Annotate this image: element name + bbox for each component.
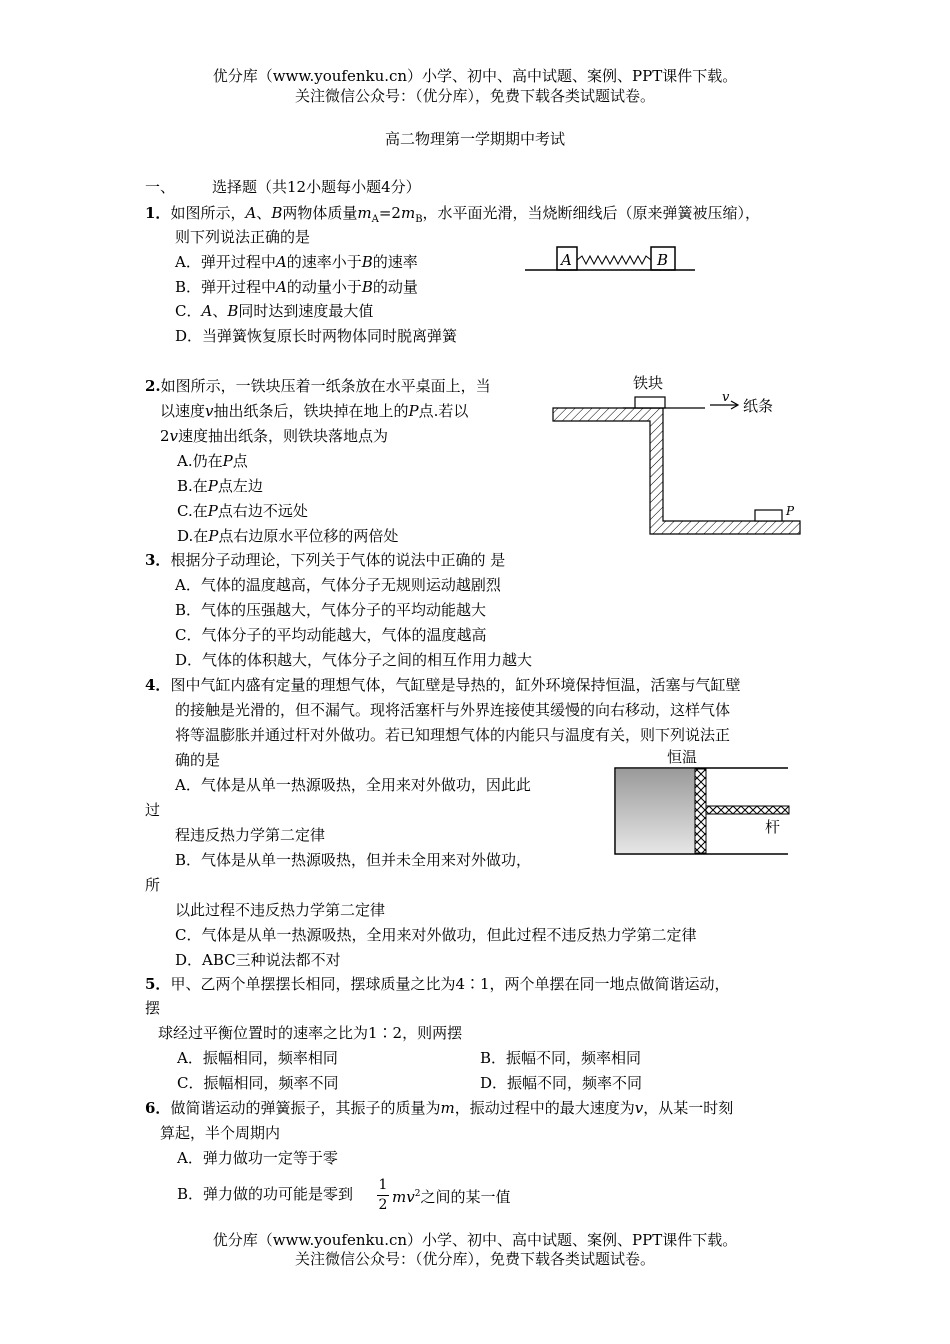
q4-option-a-wrap: 过 <box>145 801 161 819</box>
q1-option-b: B．弹开过程中A的动量小于B的动量 <box>175 278 418 296</box>
footer-line-2: 关注微信公众号：（优分库），免费下载各类试题试卷。 <box>294 1250 655 1268</box>
q1-option-d: D．当弹簧恢复原长时两物体同时脱离弹簧 <box>175 327 458 345</box>
q1-option-a: A．弹开过程中A的速率小于B的速率 <box>175 253 418 271</box>
block-a-label: A <box>561 251 572 269</box>
temp-label: 恒温 <box>667 748 698 766</box>
q2-figure <box>545 370 815 540</box>
rod-label: 杆 <box>765 818 781 836</box>
exam-title: 高二物理第一学期期中考试 <box>384 130 565 148</box>
q4-stem-line-4: 确的是 <box>175 751 221 769</box>
q3-option-b: B．气体的压强越大，气体分子的平均动能越大 <box>175 601 487 619</box>
block-b-label: B <box>657 251 669 269</box>
q1-stem: 1．如图所示，A、B两物体质量$m_A=2m_B$，水平面光滑，当烧断细线后（原来弹簧被压缩）， <box>145 204 761 225</box>
q5-stem-line-2: 球经过平衡位置时的速率之比为1∶2，则两摆 <box>158 1024 463 1042</box>
q2-stem-line-1: 2.如图所示，一铁块压着一纸条放在水平桌面上，当 <box>145 377 491 395</box>
q4-option-d: D．ABC三种说法都不对 <box>175 951 341 969</box>
p-label: P <box>786 504 795 518</box>
velocity-label: v <box>722 390 730 405</box>
q4-option-b: B．气体是从单一热源吸热，但并未全用来对外做功， <box>175 851 532 869</box>
gas-region <box>616 769 695 853</box>
q2-stem-line-3: 2v速度抽出纸条，则铁块落地点为 <box>160 427 389 445</box>
q4-stem-line-1: 4．图中气缸内盛有定量的理想气体，气缸壁是导热的，缸外环境保持恒温，活塞与气缸壁 <box>145 676 741 694</box>
q3-option-a: A．气体的温度越高，气体分子无规则运动越剧烈 <box>175 576 501 594</box>
q5-option-b: B．振幅不同，频率相同 <box>480 1049 642 1067</box>
piston-rod <box>706 806 789 814</box>
fraction-half: $\frac{1}{2}$ <box>378 1177 388 1213</box>
section-label: 选择题（共12小题每小题4分） <box>212 178 421 196</box>
q1-option-c: C．A、B同时达到速度最大值 <box>175 302 374 320</box>
spring-icon <box>577 256 651 264</box>
piston <box>695 769 706 853</box>
q2-stem-line-2: 以速度v抽出纸条后，铁块掉在地上的P点.若以 <box>160 402 469 420</box>
q1-stem-line-2: 则下列说法正确的是 <box>175 228 311 246</box>
q4-option-b-wrap: 所 <box>145 876 161 894</box>
q6-stem-line-2: 算起，半个周期内 <box>160 1124 281 1142</box>
q6-option-b: B．弹力做的功可能是零到 <box>177 1185 354 1203</box>
q1-figure <box>520 240 700 280</box>
iron-label: 铁块 <box>633 374 664 392</box>
q5-option-d: D．振幅不同，频率不同 <box>480 1074 643 1092</box>
q3-option-c: C．气体分子的平均动能越大，气体的温度越高 <box>175 626 487 644</box>
q4-stem-line-3: 将等温膨胀并通过杆对外做功。若已知理想气体的内能只与温度有关，则下列说法正 <box>175 726 731 744</box>
q4-option-a: A．气体是从单一热源吸热，全用来对外做功，因此此 <box>175 776 531 794</box>
q6-option-a: A．弹力做功一定等于零 <box>177 1149 338 1167</box>
paper-label: 纸条 <box>743 397 774 415</box>
q4-option-a-cont: 程违反热力学第二定律 <box>175 826 326 844</box>
q2-option-b: B.在P点左边 <box>177 477 263 495</box>
q4-figure <box>605 742 805 860</box>
q4-option-c: C．气体是从单一热源吸热，全用来对外做功，但此过程不违反热力学第二定律 <box>175 926 697 944</box>
q2-option-a: A.仍在P点 <box>177 452 248 470</box>
footer-line-1: 优分库（www.youfenku.cn）小学、初中、高中试题、案例、PPT课件下载。 <box>212 1231 738 1249</box>
q5-stem-line-1: 5．甲、乙两个单摆摆长相同，摆球质量之比为4∶1，两个单摆在同一地点做简谐运动， <box>145 975 730 993</box>
q5-stem-wrap: 摆 <box>145 999 161 1017</box>
q4-stem-line-2: 的接触是光滑的，但不漏气。现将活塞杆与外界连接使其缓慢的向右移动，这样气体 <box>175 701 731 719</box>
landing-block <box>755 510 782 521</box>
header-line-2: 关注微信公众号：（优分库），免费下载各类试题试卷。 <box>294 87 655 105</box>
q2-option-c: C.在P点右边不远处 <box>177 502 308 520</box>
q4-option-b-cont: 以此过程不违反热力学第二定律 <box>175 901 386 919</box>
iron-block <box>635 397 665 408</box>
q3-stem: 3．根据分子动理论，下列关于气体的说法中正确的 是 <box>145 551 506 569</box>
section-number: 一、 <box>145 178 176 196</box>
q2-option-d: D.在P点右边原水平位移的两倍处 <box>177 527 399 545</box>
q3-option-d: D．气体的体积越大，气体分子之间的相互作用力越大 <box>175 651 533 669</box>
q6-stem-line-1: 6．做简谐运动的弹簧振子，其振子的质量为m，振动过程中的最大速度为v，从某一时刻 <box>145 1099 734 1117</box>
q5-option-a: A．振幅相同，频率相同 <box>177 1049 338 1067</box>
q5-option-c: C．振幅相同，频率不同 <box>177 1074 339 1092</box>
header-line-1: 优分库（www.youfenku.cn）小学、初中、高中试题、案例、PPT课件下载。 <box>212 67 738 85</box>
q6-option-b-tail: $mv^2$之间的某一值 <box>392 1188 511 1206</box>
